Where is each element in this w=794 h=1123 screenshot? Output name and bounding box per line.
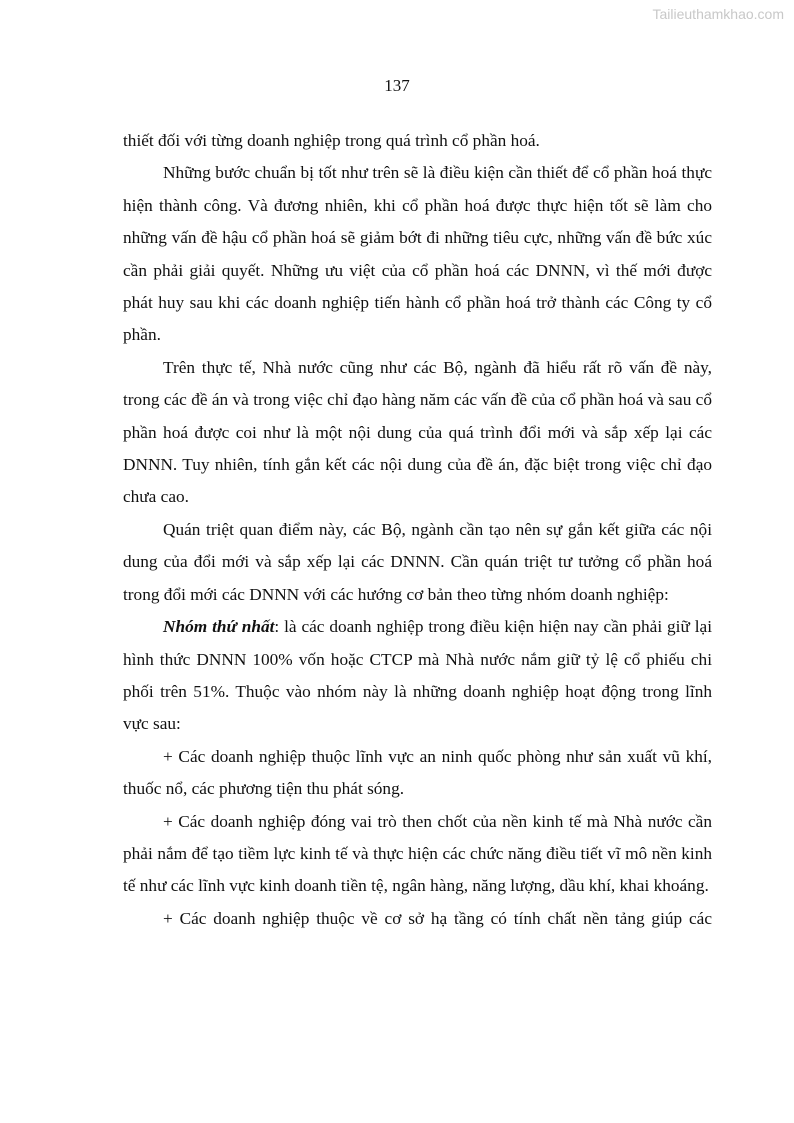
paragraph: Trên thực tế, Nhà nước cũng như các Bộ, ngành đã hiểu rất rõ vấn đề này, trong các đề án và trong việc chỉ đạo hàng năm các vấn đề của cổ phần hoá và sau cổ phần hoá được coi như là một nội dung của quá trình đổi mới và sắp xếp lại các DNNN. Tuy nhiên, tính gắn kết các nội dung của đề án, đặc biệt trong việc chỉ đạo chưa cao. xyxy=(123,357,712,507)
page-number: 137 xyxy=(384,76,410,95)
group-one-text: : là các doanh nghiệp trong điều kiện hiện nay cần phải giữ lại hình thức DNNN 100% vốn hoặc CTCP mà Nhà nước nắm giữ tỷ lệ cổ phiếu chi phối trên 51%. Thuộc vào nhóm này là những doanh nghiệp hoạt động trong lĩnh vực sau: xyxy=(123,617,713,734)
document-body xyxy=(123,125,712,935)
paragraph-group-one xyxy=(123,611,712,741)
bullet-paragraph: + Các doanh nghiệp thuộc lĩnh vực an ninh quốc phòng như sản xuất vũ khí, thuốc nổ, các phương tiện thu phát sóng. xyxy=(123,746,712,799)
paragraph: Những bước chuẩn bị tốt như trên sẽ là điều kiện cần thiết để cổ phần hoá thực hiện thành công. Và đương nhiên, khi cổ phần hoá được thực hiện tốt sẽ làm cho những vấn đề hậu cổ phần hoá sẽ giảm bớt đi những tiêu cực, những vấn đề bức xúc cần phải giải quyết. Những ưu việt của cổ phần hoá các DNNN, vì thế mới được phát huy sau khi các doanh nghiệp tiến hành cổ phần hoá trở thành các Công ty cổ phần. xyxy=(123,163,712,345)
paragraph-continuation: thiết đối với từng doanh nghiệp trong quá trình cổ phần hoá. xyxy=(123,131,540,150)
group-one-heading: Nhóm thứ nhất xyxy=(163,617,275,637)
paragraph: Quán triệt quan điểm này, các Bộ, ngành cần tạo nên sự gắn kết giữa các nội dung của đổi mới và sắp xếp lại các DNNN. Cần quán triệt tư tưởng cổ phần hoá trong đổi mới các DNNN với các hướng cơ bản theo từng nhóm doanh nghiệp: xyxy=(123,519,712,604)
bullet-paragraph: + Các doanh nghiệp đóng vai trò then chốt của nền kinh tế mà Nhà nước cần phải nắm để tạo tiềm lực kinh tế và thực hiện các chức năng điều tiết vĩ mô nền kinh tế như các lĩnh vực kinh doanh tiền tệ, ngân hàng, năng lượng, dầu khí, khai khoáng. xyxy=(123,811,712,896)
watermark: Tailieuthamkhao.com xyxy=(652,6,784,22)
bullet-paragraph: + Các doanh nghiệp thuộc về cơ sở hạ tầng có tính chất nền tảng giúp các xyxy=(163,908,712,928)
